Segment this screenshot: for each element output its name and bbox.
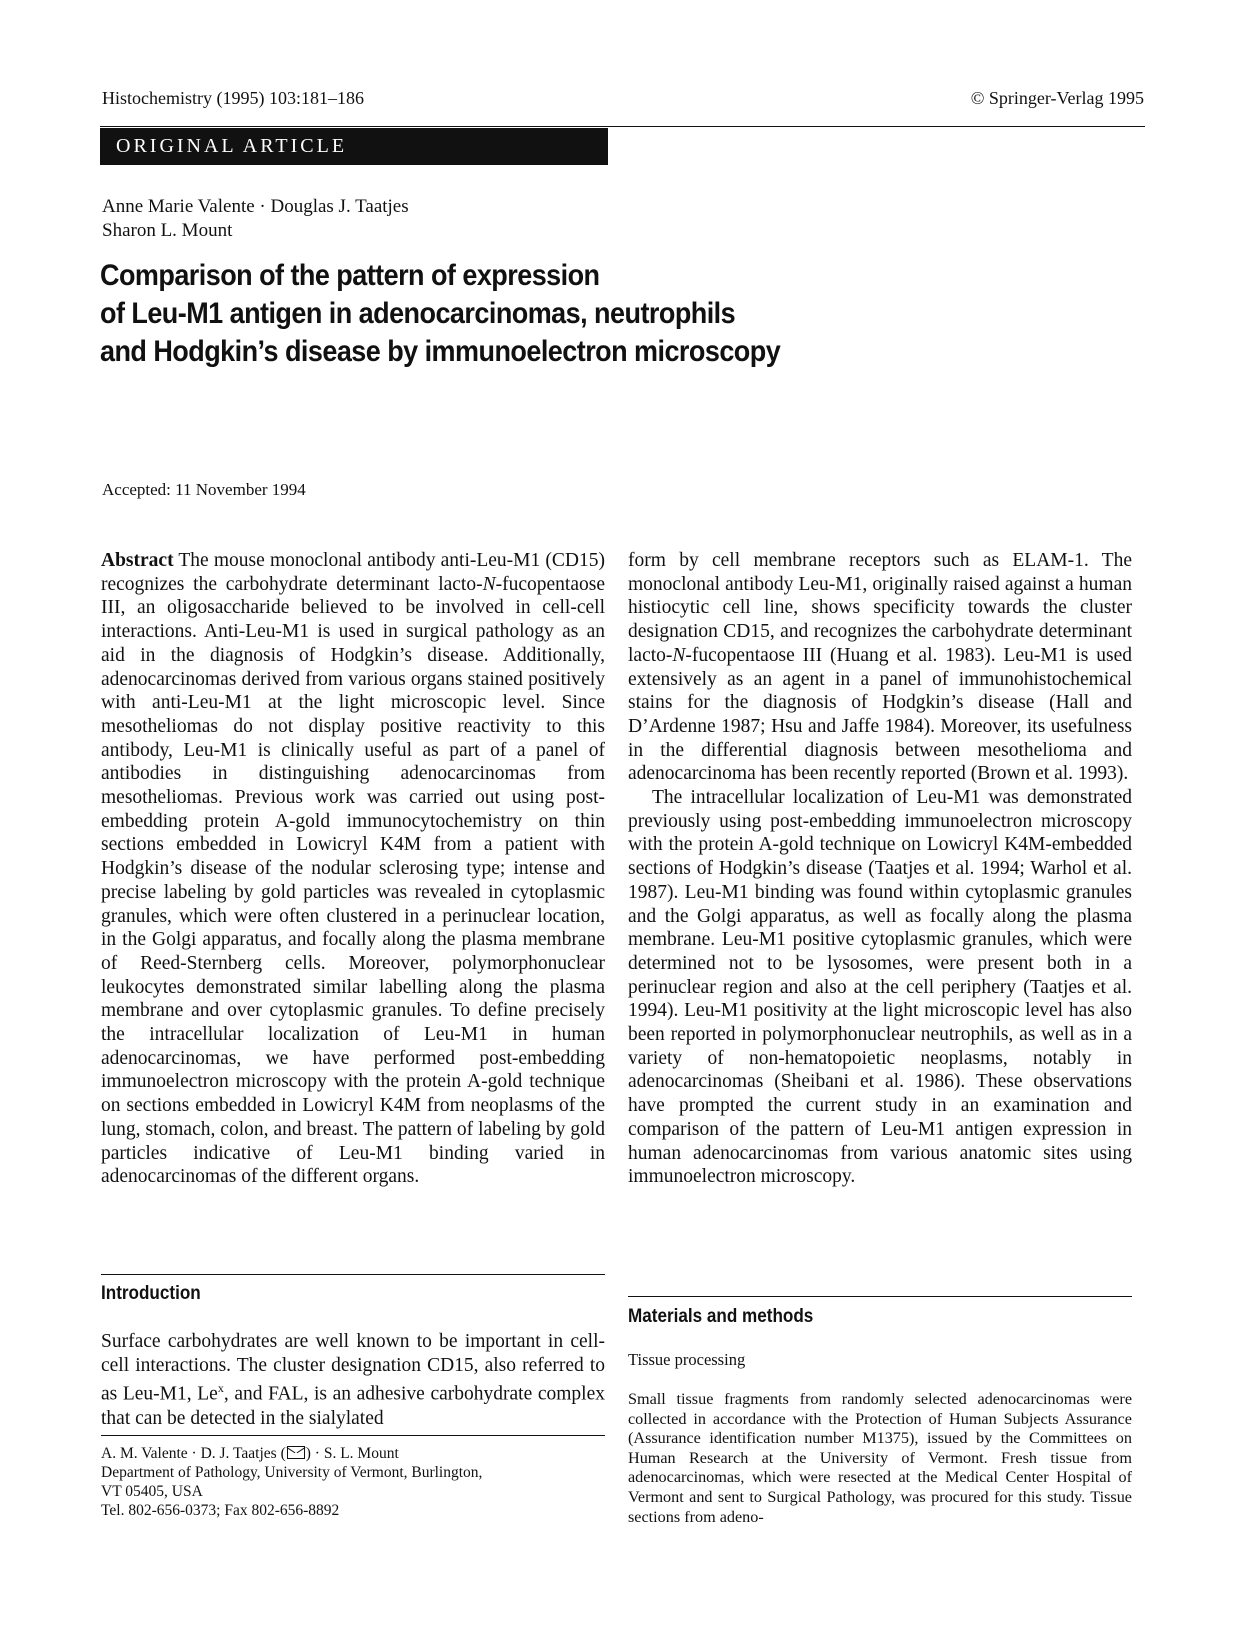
methods-rule [628,1296,1132,1297]
title-line-2: of Leu-M1 antigen in adenocarcinomas, neutrophils [100,297,736,330]
footnote-rule [101,1435,605,1436]
introduction-text [101,1330,605,1430]
article-type-banner: ORIGINAL ARTICLE [100,128,608,165]
introduction-heading: Introduction [101,1283,201,1304]
tissue-processing-paragraph: Small tissue fragments from randomly selected adenocarcinomas were collected in accordance with the Protection of Human Subjects Assurance (Assurance identification number M1375), issued by the Committees on Human Research at the University of Vermont. Fresh tissue from adenocarcinomas, which were resected at the Medical Center Hospital of Vermont and sent to Surgical Pathology, was procured for this study. Tissue sections from adeno- [628,1390,1132,1526]
footnote-line-1 [101,1444,605,1463]
publisher-copyright: © Springer-Verlag 1995 [970,88,1144,108]
methods-heading: Materials and methods [628,1306,814,1327]
journal-reference: Histochemistry (1995) 103:181–186 [102,88,364,108]
right-para1-c: -fucopentaose III (Huang et al. 1983). Leu-M1 is used extensively as an agent in a panel of immunohistochemical stains for the diagnosis of Hodgkin’s disease (Hall and D’Ardenne 1987; Hsu and Jaffe 1984). Moreover, its usefulness in the differential diagnosis between mesothelioma and adenocarcinoma has been recently reported (Brown et al. 1993). [628,644,1132,785]
abstract-text-a: The mouse monoclonal antibody anti-Leu-M1 (CD15) recognizes the carbohydrate determinant lacto- [101,550,605,595]
footnote-authors-a: A. M. Valente · D. J. Taatjes ( [101,1445,286,1462]
header-rule [100,126,1145,127]
abstract-text-italic: N [482,573,496,595]
intro-text-a: Surface carbohydrates are well known to be important in cell-cell interactions. The cluster designation CD15, also referred to as Leu-M1, Le [101,1331,605,1405]
introduction-rule [101,1274,605,1275]
footnote-line-4: Tel. 802-656-0373; Fax 802-656-8892 [101,1502,340,1519]
abstract-label: Abstract [101,550,174,571]
footnote-line-2: Department of Pathology, University of Vermont, Burlington, [101,1464,483,1481]
abstract-text-c: -fucopentaose III, an oligosaccharide believed to be involved in cell-cell interactions. Anti-Leu-M1 is used in surgical pathology as an aid in the diagnosis of Hodgkin’s disease. Additionally, adenocarcinomas derived from various organs stained positively with anti-Leu-M1 at the light microscopic level. Since mesotheliomas do not display positive reactivity to this antibody, Leu-M1 is clinically useful as part of a panel of antibodies in distinguishing adenocarcinomas from mesotheliomas. Previous work was carried out using post-embedding protein A-gold immunocytochemistry on thin sections embedded in Lowicryl K4M from a patient with Hodgkin’s disease of the nodular sclerosing type; intense and precise labeling by gold particles was revealed in cytoplasmic granules, which were often clustered in a perinuclear location, in the Golgi apparatus, and focally along the plasma membrane of Reed-Sternberg cells. Moreover, polymorphonuclear leukocytes demonstrated similar labelling along the plasma membrane and over cytoplasmic granules. To define precisely the intracellular localization of Leu-M1 in human adenocarcinomas, we have performed post-embedding immunoelectron microscopy with the protein A-gold technique on sections embedded in Lowicryl K4M from neoplasms of the lung, stomach, colon, and breast. The pattern of labeling by gold particles indicative of Leu-M1 binding varied in adenocarcinomas of the different organs. [101,573,605,1188]
footnote-line-3: VT 05405, USA [101,1483,203,1500]
right-paragraph-2: The intracellular localization of Leu-M1 was demonstrated previously using post-embedding immunoelectron microscopy with the protein A-gold technique on Lowicryl K4M-embedded sections of Hodgkin’s disease (Taatjes et al. 1994; Warhol et al. 1987). Leu-M1 binding was found within cytoplasmic granules and the Golgi apparatus, as well as focally along the plasma membrane. Leu-M1 positive cytoplasmic granules, which were determined not to be lysosomes, were present both in a perinuclear region and also at the cell periphery (Taatjes et al. 1994). Leu-M1 positivity at the light microscopic level has also been reported in polymorphonuclear neutrophils, as well as in a variety of non-hematopoietic neoplasms, notably in adenocarcinomas (Sheibani et al. 1986). These observations have prompted the current study in an examination and comparison of the pattern of Leu-M1 antigen expression in human adenocarcinomas from various anatomic sites using immunoelectron microscopy. [628,787,1132,1188]
author-line-2: Sharon L. Mount [102,220,233,241]
intro-superscript: x [217,1381,224,1396]
tissue-processing-text [628,1390,1132,1527]
introduction-continued [628,549,1132,1189]
title-line-3: and Hodgkin’s disease by immunoelectron microscopy [100,335,781,368]
author-affiliation-footnote [101,1444,605,1520]
intro-text-b: , and FAL, is an adhesive carbohydrate complex that can be detected in the sialylated [101,1383,605,1429]
envelope-icon [287,1446,305,1459]
right-paragraph-1 [628,549,1132,786]
abstract-section [101,549,605,1189]
abstract-paragraph [101,549,605,1189]
title-line-1: Comparison of the pattern of expression [100,259,600,292]
footnote-authors-b: ) · S. L. Mount [305,1445,399,1462]
author-line-1: Anne Marie Valente · Douglas J. Taatjes [102,196,409,217]
tissue-processing-subheading: Tissue processing [628,1350,746,1369]
right-para1-italic: N [672,644,686,666]
author-list [102,195,409,243]
article-title [100,257,1000,371]
right-para1-a: form by cell membrane receptors such as ELAM-1. The monoclonal antibody Leu-M1, originally raised against a human histiocytic cell line, shows specificity towards the cluster designation CD15, and recognizes the carbohydrate determinant lacto- [628,550,1132,666]
accepted-date: Accepted: 11 November 1994 [102,480,306,499]
